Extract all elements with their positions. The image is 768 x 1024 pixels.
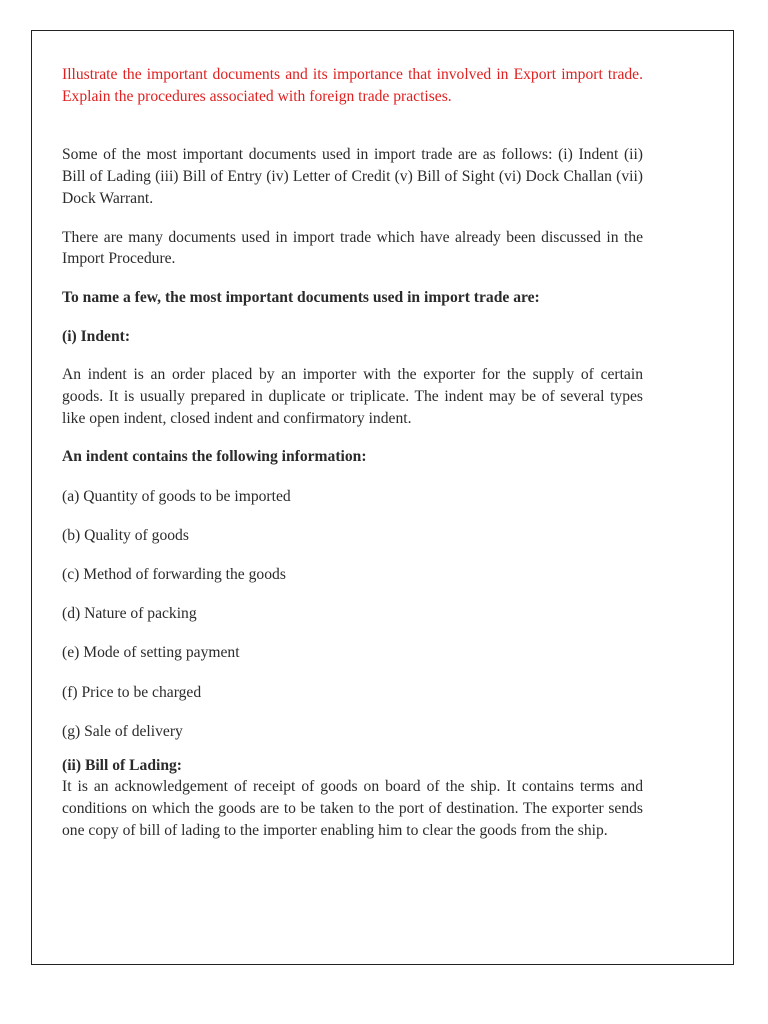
second-paragraph: There are many documents used in import trade which have already been discussed in the Import Procedure. [62, 228, 643, 268]
list-item: (c) Method of forwarding the goods [62, 566, 286, 584]
to-name-heading: To name a few, the most important documents used in import trade are: [62, 288, 540, 306]
list-item: (b) Quality of goods [62, 526, 189, 544]
list-item: (g) Sale of delivery [62, 722, 183, 740]
list-item: (e) Mode of setting payment [62, 644, 240, 662]
list-item: (a) Quantity of goods to be imported [62, 487, 291, 505]
lading-paragraph: It is an acknowledgement of receipt of goods on board of the ship. It contains terms and conditions on which the goods are to be taken to the port of destination. The exporter sends one copy of bill of lading to the importer enabling him to clear the goods from the ship. [62, 778, 643, 839]
indent-heading: (i) Indent: [62, 327, 131, 345]
indent-info-heading: An indent contains the following information: [62, 448, 367, 466]
indent-paragraph: An indent is an order placed by an importer with the exporter for the supply of certain goods. It is usually prepared in duplicate or triplicate. The indent may be of several types like open indent, closed indent and confirmatory indent. [62, 366, 643, 427]
list-item: (f) Price to be charged [62, 683, 202, 701]
document-body [62, 64, 643, 841]
intro-paragraph: Some of the most important documents used in import trade are as follows: (i) Indent (ii) Bill of Lading (iii) Bill of Entry (iv) Letter of Credit (v) Bill of Sight (vi) Dock Challan (vii) Dock Warrant. [62, 146, 643, 207]
document-title: Illustrate the important documents and its importance that involved in Export import trade. Explain the procedures associated with foreign trade practises. [62, 66, 643, 105]
list-item: (d) Nature of packing [62, 605, 197, 623]
lading-heading: (ii) Bill of Lading: [62, 756, 182, 774]
